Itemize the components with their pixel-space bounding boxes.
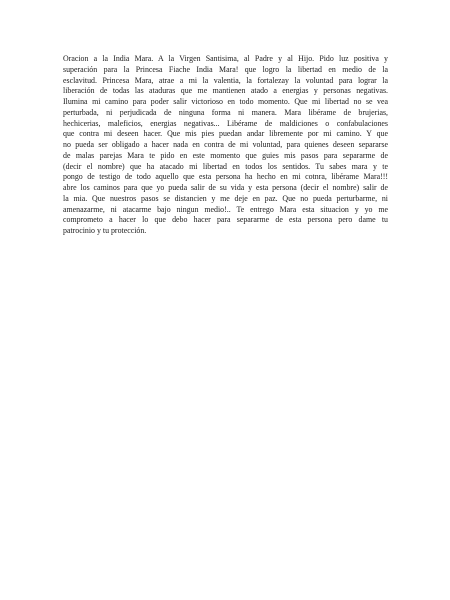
text-line: liberación de todas las ataduras que me mantienen atado a energias y personas negativas. bbox=[63, 86, 388, 96]
text-line: amenazarme, ni atacarme bajo ningun medio!.. Te entrego Mara esta situacion y yo me bbox=[63, 204, 388, 214]
text-line: comprometo a hacer lo que debo hacer para separarme de esta persona pero dame tu bbox=[63, 215, 388, 225]
text-line: Ilumina mi camino para poder salir victorioso en todo momento. Que mi libertad no se vea bbox=[63, 97, 388, 106]
text-line: no pueda ser obligado a hacer nada en contra de mi voluntad, para quienes deseen separarse bbox=[63, 140, 388, 149]
text-line: pongo de testigo de todo aquello que esta persona ha hecho en mi cotnra, libérame Mara!!! bbox=[63, 172, 388, 182]
text-line: abre los caminos para que yo pueda salir de su vida y esta persona (decir el nombre) salir de bbox=[63, 183, 388, 192]
text-line: patrocinio y tu protección. bbox=[63, 226, 147, 235]
text-line: hechicerias, maleficios, energias negativas... Libérame de maldiciones o confabulaciones bbox=[63, 118, 388, 128]
text-line: (decir el nombre) que ha atacado mi libertad en todos los sentidos. Tu sabes mara y te bbox=[63, 161, 388, 171]
text-line: la mia. Que nuestros pasos se distancien y me deje en paz. Que no pueda perturbarme, ni bbox=[63, 193, 388, 203]
text-line: Oracion a la India Mara. A la Virgen Santisima, al Padre y al Hijo. Pido luz positiva y bbox=[63, 54, 388, 63]
text-line: de malas parejas Mara te pido en este momento que guies mis pasos para separarme de bbox=[63, 150, 388, 160]
text-line: perturbada, ni perjudicada de ninguna forma ni manera. Mara libérame de brujerias, bbox=[63, 107, 388, 117]
prayer-paragraph bbox=[63, 54, 388, 237]
text-line: esclavitud. Princesa Mara, atrae a mi la valentia, la fortalezay la voluntad para lograr la bbox=[63, 75, 388, 85]
text-line: superación para la Princesa Fiache India Mara! que logro la libertad en medio de la bbox=[63, 64, 388, 74]
text-line: que contra mi deseen hacer. Que mis pies puedan andar libremente por mi camino. Y que bbox=[63, 129, 388, 139]
